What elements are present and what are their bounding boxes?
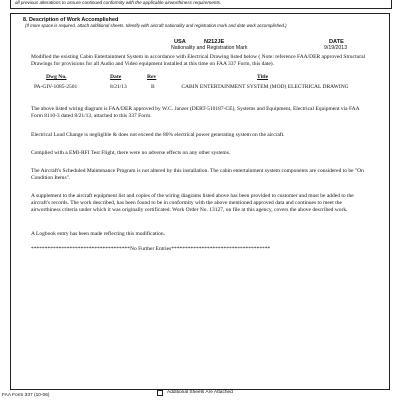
form-footer: FAA Form 337 (10-06): [2, 393, 50, 398]
section-instructions: (If more space is required, attach additional sheets. Identify with aircraft nationality and registration mark and date work accomplished.): [25, 23, 287, 28]
table-header-title: Title: [257, 74, 269, 80]
table-cell-date: 8/21/13: [110, 84, 127, 90]
table-header-date: Date: [110, 74, 122, 80]
table-cell-rev: B: [151, 84, 155, 90]
paragraph-electrical-load: Electrical Load Change is negligible & does not exceed the 80% electrical power generating system on the aircraft.: [31, 132, 285, 138]
paragraph-der-approval: The above listed wiring diagram is FAA/DER approved by W.C. Janzer (DERT-510187-CE), Systems and Equipment, Electrical Equipment via FAA Form 8110-3 dated 8/21/13, attached to this 337 Form.: [31, 106, 360, 119]
registration-label: Nationality and Registration Mark: [171, 45, 248, 51]
description-of-work-section: [10, 13, 390, 395]
additional-sheets-checkbox[interactable]: [157, 390, 163, 396]
table-cell-title: CABIN ENTERTAINMENT SYSTEM (MOD) ELECTRICAL DRAWING: [181, 84, 349, 90]
registration-mark-value: N212JE: [204, 39, 225, 45]
paragraph-supplement: A supplement to the aircraft equipment list and copies of the wiring diagrams listed above has been provided to customer and must be added to the aircraft's records. The work described, has been found to be in conformity with the above mentioned approved data and continues to meet the airworthiness criteria under which it was originally certificated. Work Order No. 13127, on file at this agency, covers the above described work.: [31, 193, 354, 213]
no-further-entries-line: ************************************No Further Entries************************************: [31, 246, 271, 252]
nationality-value: USA: [174, 39, 186, 45]
table-header-dwg: Dwg No.: [46, 74, 67, 80]
paragraph-maintenance-program: The Aircraft's Scheduled Maintenance Program is not altered by this installation. The cabin entertainment system components are considered to be "On Condition Items".: [31, 168, 364, 181]
section-heading: 8. Description of Work Accomplished: [23, 17, 119, 23]
date-value: 9/19/2013: [324, 45, 348, 51]
intro-paragraph: Modified the existing Cabin Entertainment System in accordance with Electrical Drawing listed below ( Note: reference FAA/DER approved Structural Drawings for provisions for all Audio and Video equipment installed at this time on FAA 337 Form, this date).: [31, 54, 366, 67]
additional-sheets-label: Additional Sheets Are Attached: [167, 390, 233, 395]
prior-section-notice: all previous alterations to assure continued conformity with the applicable airworthiness requirements.: [10, 0, 392, 9]
table-header-rev: Rev: [147, 74, 157, 80]
paragraph-emi-test: Complied with a EMI-RFI Test Flight, there were no adverse effects on any other systems.: [31, 150, 231, 156]
date-heading: DATE: [329, 39, 344, 45]
table-cell-dwg: PA-GIV-1085-2501: [34, 84, 78, 90]
paragraph-logbook: A Logbook entry has been made reflecting this modification.: [31, 231, 165, 237]
